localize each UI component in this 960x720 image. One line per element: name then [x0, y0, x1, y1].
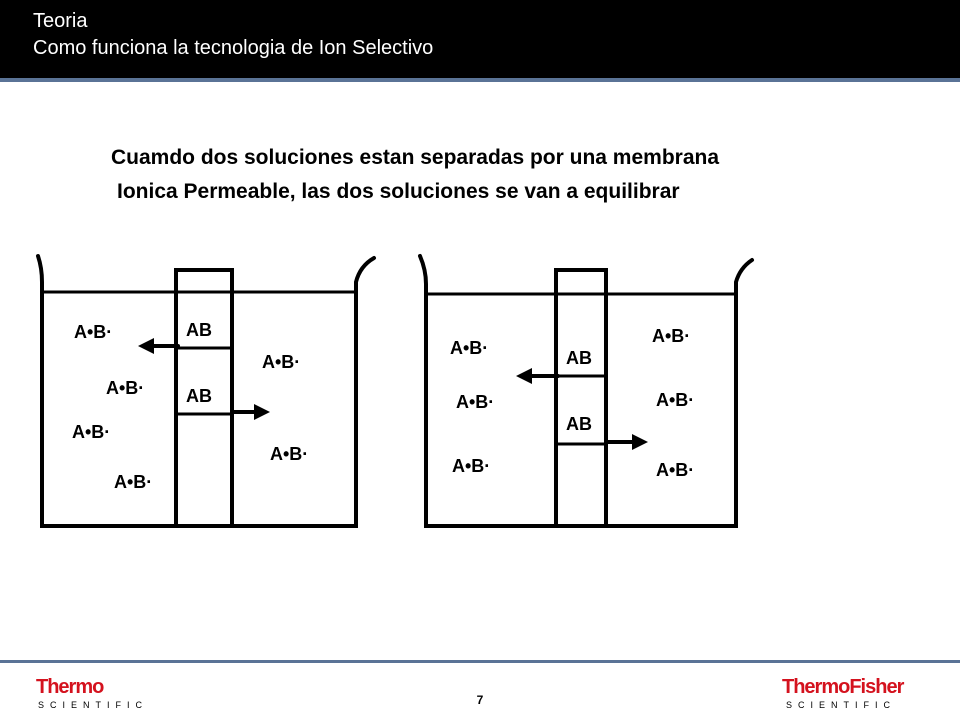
ion-label: A•B· — [72, 422, 111, 442]
slide-subtitle: Como funciona la tecnologia de Ion Selectivo — [33, 37, 434, 59]
ion-label: A•B· — [656, 390, 695, 410]
body-text-line-1: Cuamdo dos soluciones estan separadas por una membrana — [111, 146, 720, 169]
beaker-outline — [420, 256, 752, 526]
ion-label: A•B· — [74, 322, 113, 342]
ion-label: A•B· — [656, 460, 695, 480]
diagram-right — [412, 248, 762, 538]
arrow-right-head — [632, 434, 648, 450]
slide-title: Teoria — [33, 10, 88, 32]
pair-label: AB — [566, 414, 592, 434]
pair-label: AB — [186, 386, 212, 406]
arrow-left-head — [138, 338, 154, 354]
footer-divider — [0, 660, 960, 663]
ion-label: A•B· — [106, 378, 145, 398]
ion-label: A•B· — [114, 472, 153, 492]
pair-label: AB — [186, 320, 212, 340]
ion-label: A•B· — [452, 456, 491, 476]
thermo-fisher-scientific-logo — [782, 676, 922, 712]
body-text-line-2: Ionica Permeable, las dos soluciones se van a equilibrar — [117, 180, 680, 203]
logo-wordmark: Thermo — [36, 676, 104, 698]
logo-subtitle: SCIENTIFIC — [786, 700, 897, 710]
ion-label: A•B· — [652, 326, 691, 346]
diagram-right-svg — [412, 248, 762, 538]
arrow-left-head — [516, 368, 532, 384]
page-number: 7 — [476, 693, 484, 707]
ion-label: A•B· — [450, 338, 489, 358]
membrane-column — [556, 270, 606, 526]
thermo-scientific-logo — [36, 676, 149, 712]
logo-wordmark: ThermoFisher — [782, 676, 904, 698]
diagram-left — [30, 248, 385, 538]
pair-label: AB — [566, 348, 592, 368]
header-divider — [0, 78, 960, 82]
header-bar — [0, 0, 960, 78]
ion-label: A•B· — [456, 392, 495, 412]
ion-label: A•B· — [270, 444, 309, 464]
ion-label: A•B· — [262, 352, 301, 372]
logo-subtitle: SCIENTIFIC — [38, 700, 149, 710]
diagram-left-svg — [30, 248, 385, 538]
arrow-right-head — [254, 404, 270, 420]
